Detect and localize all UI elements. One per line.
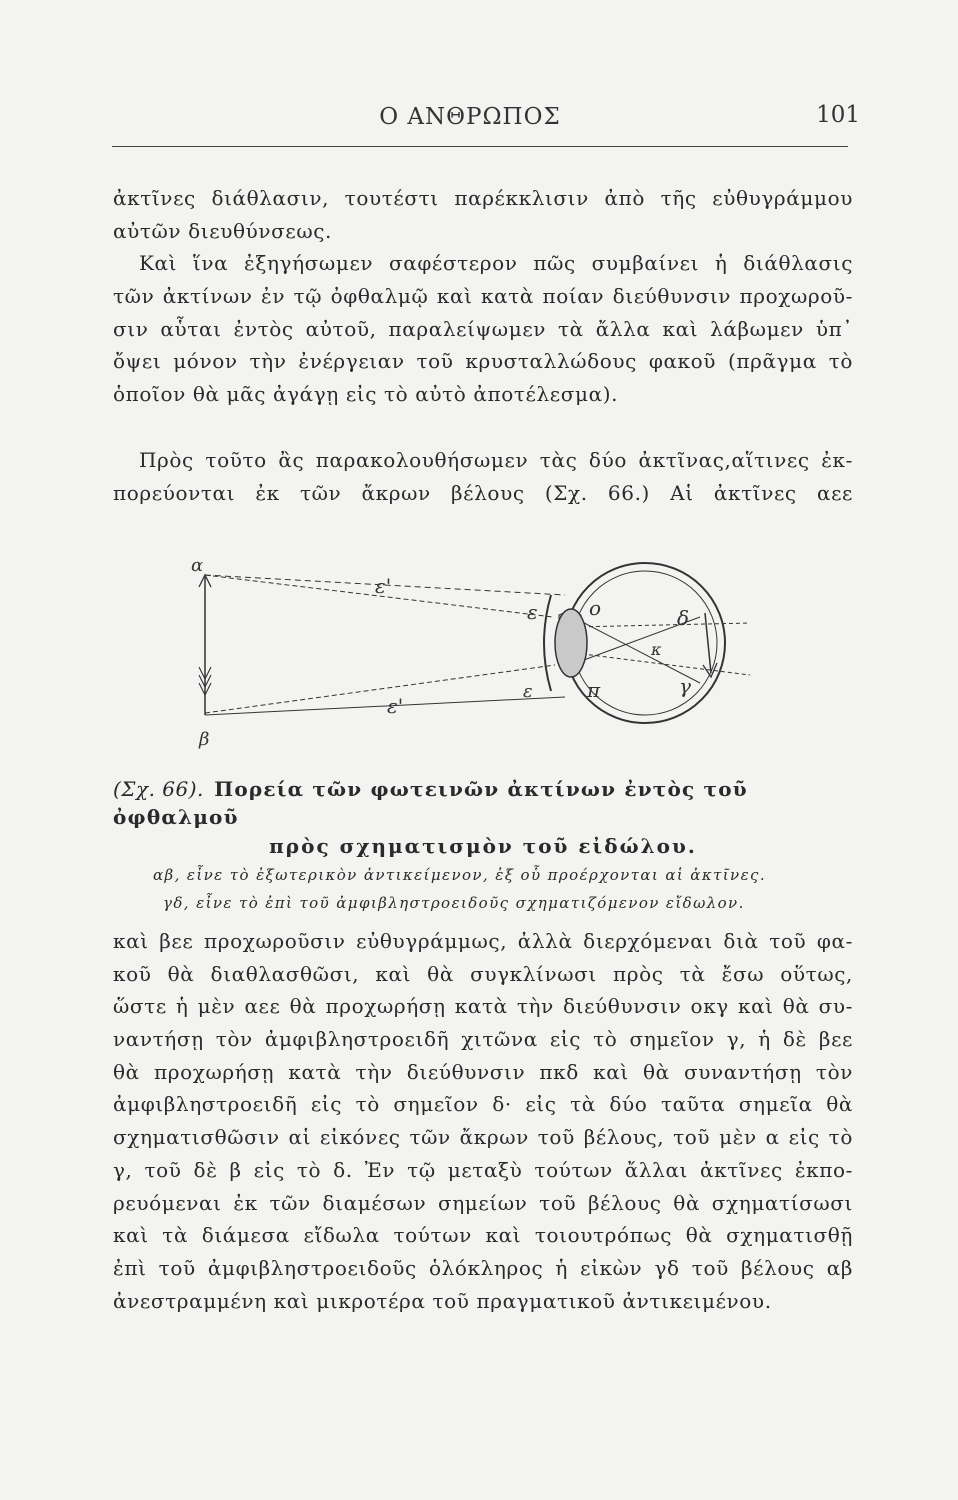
header-rule [112,146,848,147]
paragraph-1 [113,182,853,411]
figure-caption [113,775,853,917]
text-line: ἀκτῖνες διάθλασιν, τουτέστι παρέκκλισιν ἀπὸ τῆς εὐθυγράμμου [113,186,853,210]
text-line: ἐπὶ τοῦ ἀμφιβληστροειδοῦς ὁλόκληρος ἡ εἰκὼν γδ τοῦ βέλους αβ [113,1255,853,1280]
caption-description-1: αβ, εἶνε τὸ ἐξωτερικὸν ἀντικείμενον, ἐξ οὗ προέρχονται αἱ ἀκτῖνες. [153,866,766,884]
running-header-title: Ο ΑΝΘΡΩΠΟΣ [379,104,561,130]
text-line: ὁποῖον θὰ μᾶς ἀγάγῃ εἰς τὸ αὐτὸ ἀποτέλεσμα). [113,382,619,407]
label-kappa: κ [651,640,662,659]
crystalline-lens [555,609,587,677]
paragraph-2 [113,444,853,509]
text-line: ὥστε ἡ μὲν αεε θὰ προχωρήσῃ κατὰ τὴν διεύθυνσιν οκγ καὶ θὰ συ- [113,994,853,1019]
text-line: Καὶ ἵνα ἐξηγήσωμεν σαφέστερον πῶς συμβαίνει ἡ διάθλασις [139,251,853,276]
image-arrow-shaft [705,613,711,673]
text-line: καὶ βεε προχωροῦσιν εὐθυγράμμως, ἀλλὰ διερχόμεναι διὰ τοῦ φα- [113,929,853,953]
caption-title-text: Πορεία τῶν φωτεινῶν ἀκτίνων ἐντὸς τοῦ ὀφθαλμοῦ [113,777,748,829]
text-line: σιν αὗται ἐντὸς αὐτοῦ, παραλείψωμεν τὰ ἄλλα καὶ λάβωμεν ὑπ᾽ [113,316,853,341]
text-line: πορεύονται ἐκ τῶν ἄκρων βέλους (Σχ. 66.) Αἱ ἀκτῖνες αεε [113,480,853,505]
text-line: ἀνεστραμμένη καὶ μικροτέρα τοῦ πραγματικοῦ ἀντικειμένου. [113,1288,772,1313]
ray-b-lower [205,697,565,715]
text-line: θὰ προχωρήσῃ κατὰ τὴν διεύθυνσιν πκδ καὶ θὰ συναντήσῃ τὸν [113,1059,853,1084]
text-line: κοῦ θὰ διαθλασθῶσι, καὶ θὰ συγκλίνωσι πρὸς τὰ ἔσω οὕτως, [113,961,853,986]
caption-title-line-1 [113,775,853,831]
paragraph-3 [113,925,853,1317]
caption-description-2: γδ, εἶνε τὸ ἐπὶ τοῦ ἀμφιβληστροειδοῦς σχηματιζόμενον εἴδωλον. [163,894,745,912]
cornea [544,595,551,691]
label-delta: δ [677,606,690,630]
text-line: αὐτῶν διευθύνσεως. [113,218,332,243]
text-line: Πρὸς τοῦτο ἂς παρακολουθήσωμεν τὰς δύο ἀκτῖνας,αἵτινες ἐκ- [139,448,853,472]
text-line: ναντήσῃ τὸν ἀμφιβληστροειδῆ χιτῶνα εἰς τὸ σημεῖον γ, ἡ δὲ βεε [113,1027,853,1052]
caption-title-line-2: πρὸς σχηματισμὸν τοῦ εἰδώλου. [269,834,697,858]
label-epsilon-prime-bottom: ε' [387,694,404,718]
label-alpha: α [191,555,204,576]
eye-diagram-figure [175,555,775,765]
label-epsilon-bottom: ε [523,681,533,702]
label-beta: β [199,729,210,750]
text-line: ἀμφιβληστροειδῆ εἰς τὸ σημεῖον δ· εἰς τὰ δύο ταῦτα σημεῖα θὰ [113,1092,853,1117]
label-epsilon-prime-top: ε' [375,574,392,598]
text-line: σχηματισθῶσιν αἱ εἰκόνες τῶν ἄκρων τοῦ βέλους, τοῦ μὲν α εἰς τὸ [113,1125,853,1150]
label-pi: π [587,678,601,702]
page-number: 101 [816,102,860,128]
label-epsilon-top: ε [527,600,538,624]
text-line: καὶ τὰ διάμεσα εἴδωλα τούτων καὶ τοιουτρόπως θὰ σχηματισθῇ [113,1223,853,1248]
caption-figure-label: (Σχ. 66). [113,777,204,801]
text-line: γ, τοῦ δὲ β εἰς τὸ δ. Ἐν τῷ μεταξὺ τούτων ἄλλαι ἀκτῖνες ἐκπο- [113,1157,853,1182]
text-line: τῶν ἀκτίνων ἐν τῷ ὀφθαλμῷ καὶ κατὰ ποίαν διεύθυνσιν προχωροῦ- [113,284,853,309]
label-omicron: ο [589,596,602,620]
text-line: ὄψει μόνον τὴν ἐνέργειαν τοῦ κρυσταλλώδους φακοῦ (πρᾶγμα τὸ [113,349,853,374]
eye-diagram [175,555,775,765]
text-line: ρευόμεναι ἐκ τῶν διαμέσων σημείων τοῦ βέλους θὰ σχηματίσωσι [113,1190,853,1215]
label-gamma: γ [679,674,691,698]
